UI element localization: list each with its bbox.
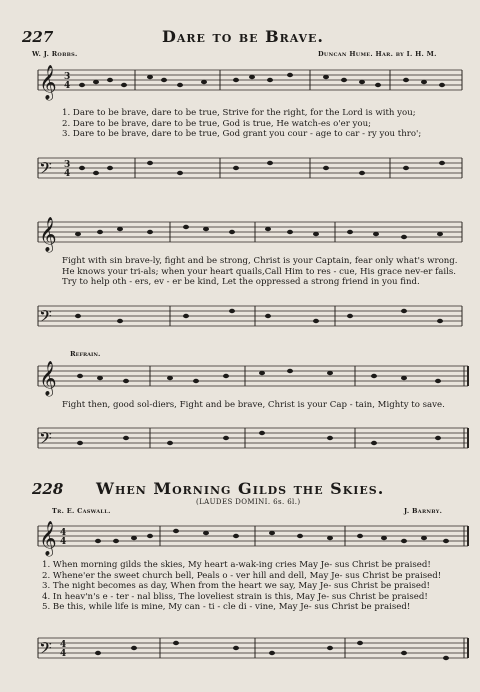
verse-line-4: 4. In heav'n's e - ter - nal bliss, The loveliest strain is this, May Je- sus Christ be praised! [42, 591, 428, 602]
svg-text:4: 4 [60, 528, 67, 538]
svg-text:4: 4 [64, 169, 71, 179]
tune-name: (LAUDES DOMINI. 6s. 6l.) [196, 498, 301, 506]
verse-line-1: 1. Dare to be brave, dare to be true, Strive for the right, for the Lord is with you; [62, 108, 416, 118]
music-staff-treble [0, 216, 480, 252]
verse-line-3: 3. Dare to be brave, dare to be true, God grant you cour - age to car - ry you thro'; [62, 129, 422, 140]
music-staff-bass [0, 150, 480, 190]
words-credit: W. J. Robbs. [32, 50, 78, 58]
verse-line-1: 1. When morning gilds the skies, My heart a-wak-ing cries May Je- sus Christ be praised! [42, 560, 431, 570]
svg-text:4: 4 [60, 649, 67, 659]
words-credit: Tr. E. Caswall. [52, 507, 111, 515]
music-staff-treble [0, 64, 480, 104]
hymn-number: 228 [32, 480, 64, 498]
verse-line-1: Fight with sin brave-ly, fight and be strong, Christ is your Captain, fear only what's wrong. [62, 256, 458, 266]
music-credit: Duncan Hume. Har. by I. H. M. [318, 50, 437, 58]
refrain-label: Refrain. [70, 350, 101, 358]
treble-clef-icon: 𝄞 [39, 217, 57, 252]
svg-text:3: 3 [64, 160, 71, 170]
hymn-title: Dare to be Brave. [162, 27, 324, 46]
music-staff-bass [0, 298, 480, 334]
treble-clef-icon: 𝄞 [39, 65, 57, 100]
svg-text:4: 4 [60, 537, 67, 547]
svg-text:4: 4 [64, 81, 71, 91]
music-staff-bass [0, 628, 480, 668]
treble-clef-icon: 𝄞 [39, 361, 57, 396]
treble-clef-icon: 𝄞 [39, 521, 57, 556]
music-staff-treble [0, 360, 480, 396]
bass-clef-icon: 𝄢 [39, 158, 52, 182]
bass-clef-icon: 𝄢 [39, 428, 52, 452]
verse-line-3: Try to help oth - ers, ev - er be kind, Let the oppressed a strong friend in you find. [62, 277, 420, 288]
music-credit: J. Barnby. [404, 507, 443, 515]
svg-text:3: 3 [64, 72, 71, 82]
bass-clef-icon: 𝄢 [39, 638, 52, 662]
verse-line-2: 2. Dare to be brave, dare to be true, God is true, He watch-es o'er you; [62, 118, 372, 129]
hymn-number: 227 [22, 28, 54, 46]
music-staff-treble [0, 520, 480, 556]
refrain-line: Fight then, good sol-diers, Fight and be brave, Christ is your Cap - tain, Mighty to save. [62, 400, 445, 410]
svg-text:4: 4 [60, 640, 67, 650]
verse-line-2: 2. Whene'er the sweet church bell, Peals o - ver hill and dell, May Je- sus Christ be praised! [42, 570, 442, 581]
bass-clef-icon: 𝄢 [39, 306, 52, 330]
verse-line-2: He knows your tri-als; when your heart quails,Call Him to res - cue, His grace nev-er fails. [62, 266, 457, 277]
verse-line-3: 3. The night becomes as day, When from the heart we say, May Je- sus Christ be praised! [42, 581, 430, 592]
verse-line-5: 5. Be this, while life is mine, My can - ti - cle di - vine, May Je- sus Christ be praised! [42, 602, 411, 613]
hymn-title: When Morning Gilds the Skies. [96, 479, 385, 498]
music-staff-bass [0, 420, 480, 456]
